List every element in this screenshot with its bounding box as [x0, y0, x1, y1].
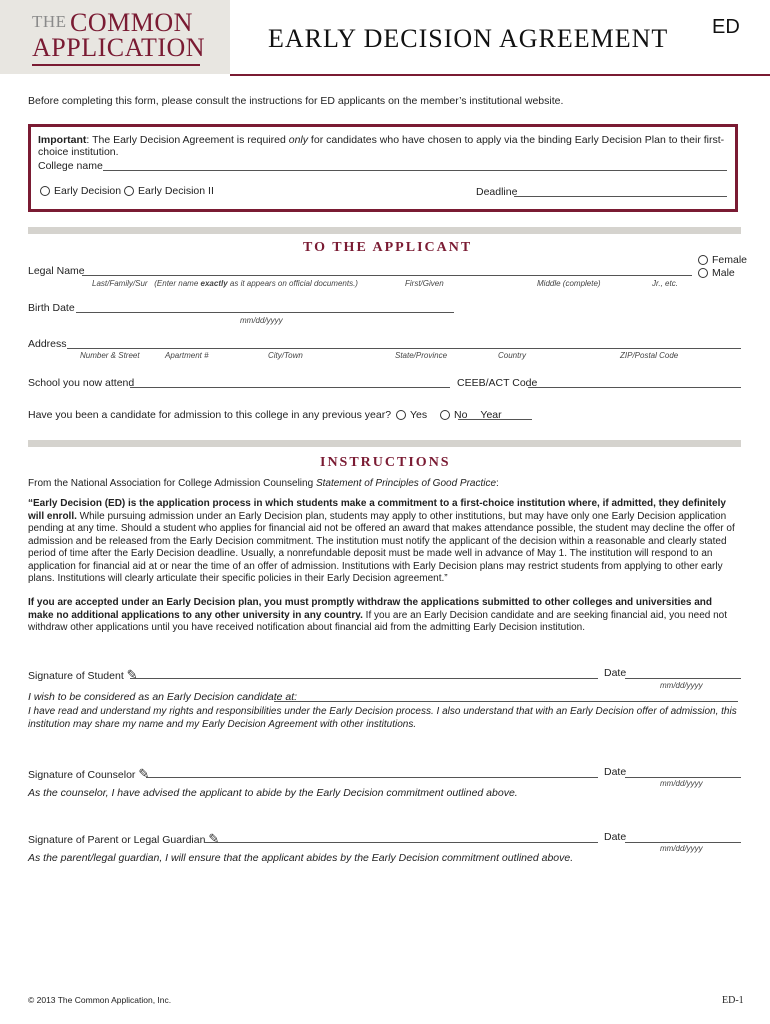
previous-question [28, 409, 502, 421]
student-signature-field[interactable] [130, 678, 598, 679]
institution-field[interactable] [274, 701, 738, 702]
paragraph-bold: If you are accepted under an Early Decision plan, you must promptly withdraw the applications submitted to other colleges and universities and make no additional applications to any other university in any country. [28, 597, 713, 621]
pen-icon: ✎ [138, 766, 150, 781]
date-hint: mm/dd/yyyy [660, 681, 703, 690]
header-rule [230, 74, 770, 76]
date-label: Date [604, 766, 627, 778]
college-name-label: College name [38, 160, 103, 172]
instructions-heading: INSTRUCTIONS [320, 455, 451, 470]
student-statement: I have read and understand my rights and responsibilities under the Early Decision process. I also understand that with an Early Decision offer of admission, this institution may share my name and my Early Decision Agreement with other institutions. [28, 706, 737, 730]
year-field[interactable] [458, 419, 532, 420]
name-hint-last [92, 279, 358, 288]
option-label: Female [712, 254, 748, 266]
option-label: Male [712, 267, 735, 279]
radio-icon[interactable] [396, 410, 406, 420]
early-decision-ii-option[interactable] [124, 185, 214, 197]
counselor-signature-label [28, 766, 149, 782]
question-text: Have you been a candidate for admission to this college in any previous year? [28, 409, 392, 421]
radio-icon[interactable] [698, 268, 708, 278]
source-title: Statement of Principles of Good Practice [315, 478, 497, 489]
birth-date-hint: mm/dd/yyyy [240, 316, 283, 325]
instructions-source [28, 478, 740, 491]
birth-date-label: Birth Date [28, 302, 75, 314]
addr-hint-street: Number & Street [80, 351, 140, 360]
counselor-statement: As the counselor, I have advised the applicant to abide by the Early Decision commitment outlined above. [28, 787, 518, 799]
ceeb-field[interactable] [528, 387, 741, 388]
option-label: Early Decision [54, 185, 122, 197]
counselor-date-field[interactable] [625, 777, 741, 778]
pen-icon: ✎ [208, 831, 220, 846]
applicant-heading: TO THE APPLICANT [303, 240, 473, 255]
logo-the: THE [32, 12, 67, 31]
copyright: © 2013 The Common Application, Inc. [28, 995, 172, 1005]
instructions-paragraph-1 [28, 498, 740, 586]
important-text-part: for candidates who have chosen to apply via the binding Early Decision Plan to their first-choice institution. [38, 134, 725, 158]
label-text: Signature of Parent or Legal Guardian [28, 834, 206, 846]
yes-label: Yes [409, 409, 428, 421]
important-label: Important [38, 134, 87, 146]
important-text-part: : The Early Decision Agreement is required [86, 134, 289, 146]
name-hint-first: First/Given [405, 279, 444, 288]
ceeb-label: CEEB/ACT Code [457, 377, 538, 389]
addr-hint-apt: Apartment # [165, 351, 209, 360]
paragraph-bold: “Early Decision (ED) is the application process in which students make a commitment to a first-choice institution where, if admitted, they definitely will enroll. [28, 498, 726, 522]
addr-hint-state: State/Province [395, 351, 448, 360]
name-hint-jr: Jr., etc. [652, 279, 678, 288]
source-text: From the National Association for College Admission Counseling [28, 478, 316, 489]
date-hint: mm/dd/yyyy [660, 779, 703, 788]
radio-icon[interactable] [124, 186, 134, 196]
section-band [28, 440, 741, 447]
option-label: Early Decision II [138, 185, 214, 197]
birth-date-field[interactable] [76, 312, 454, 313]
paragraph-text: While pursuing admission under an Early Decision plan, students may apply to other institutions, but may have only one Early Decision application pending at any time. Should a student who applies for financial aid not be offered an award that makes attendance possible, the student may decline the offer of admission and be released from the Early Decision commitment. The institution must notify the applicant of the decision within a reasonable and clearly stated period of time after the Early Decision deadline. Usually, a nonrefundable deposit must be made well in advance of May 1. The institution will respond to an application for financial aid at or near the time of an offer of admission. Institutions with Early Decision plans may restrict students from applying to other early plans. Institutions will clearly articulate their specific policies in their Early Decision agreement.” [28, 510, 735, 584]
name-hint-middle: Middle (complete) [537, 279, 601, 288]
deadline-label: Deadline [476, 186, 518, 198]
addr-hint-zip: ZIP/Postal Code [620, 351, 679, 360]
counselor-signature-field[interactable] [146, 777, 598, 778]
hint-text: (Enter name [154, 279, 199, 288]
logo-common: COMMON [70, 8, 193, 37]
student-date-field[interactable] [625, 678, 741, 679]
school-label: School you now attend [28, 377, 135, 389]
logo-application: APPLICATION [32, 33, 206, 62]
radio-icon[interactable] [440, 410, 450, 420]
student-signature-label [28, 667, 138, 683]
date-hint: mm/dd/yyyy [660, 844, 703, 853]
gender-male-option[interactable] [698, 267, 735, 279]
form-code: ED [712, 16, 740, 38]
parent-statement: As the parent/legal guardian, I will ensure that the applicant abides by the Early Decision commitment outlined above. [28, 852, 574, 864]
source-text: : [496, 478, 499, 489]
section-band [28, 227, 741, 234]
hint-text: as it appears on official documents.) [229, 279, 358, 288]
legal-name-field[interactable] [82, 275, 692, 276]
page-title: EARLY DECISION AGREEMENT [268, 24, 669, 53]
radio-icon[interactable] [40, 186, 50, 196]
addr-hint-country: Country [498, 351, 527, 360]
label-text: Signature of Counselor [28, 769, 136, 781]
hint-text: Last/Family/Sur [92, 279, 148, 288]
address-field[interactable] [67, 348, 741, 349]
gender-female-option[interactable] [698, 254, 747, 266]
hint-emphasis: exactly [200, 279, 228, 288]
instructions-paragraph-2 [28, 597, 740, 635]
radio-icon[interactable] [698, 255, 708, 265]
date-label: Date [604, 667, 627, 679]
college-name-field[interactable] [103, 170, 727, 171]
early-decision-option[interactable] [40, 185, 121, 197]
page-code: ED-1 [722, 995, 744, 1006]
legal-name-label: Legal Name [28, 265, 85, 277]
no-label: No [454, 409, 468, 421]
intro-text: Before completing this form, please consult the instructions for ED applicants on the member’s institutional website. [28, 95, 564, 107]
year-label: Year [480, 409, 502, 421]
student-wish: I wish to be considered as an Early Decision candidate at: [28, 691, 298, 703]
school-field[interactable] [130, 387, 450, 388]
important-text [38, 134, 738, 158]
parent-date-field[interactable] [625, 842, 741, 843]
address-label: Address [28, 338, 67, 350]
parent-signature-label [28, 831, 219, 847]
addr-hint-city: City/Town [268, 351, 303, 360]
parent-signature-field[interactable] [204, 842, 598, 843]
label-text: Signature of Student [28, 670, 124, 682]
logo-divider [32, 64, 200, 66]
pen-icon: ✎ [126, 667, 138, 682]
date-label: Date [604, 831, 627, 843]
paragraph-text: If you are an Early Decision candidate and are seeking financial aid, you need not withdraw other applications until you have received notification about financial aid from the admitting Early Decision institution. [28, 609, 728, 633]
important-emphasis: only [288, 134, 309, 146]
deadline-field[interactable] [514, 196, 727, 197]
